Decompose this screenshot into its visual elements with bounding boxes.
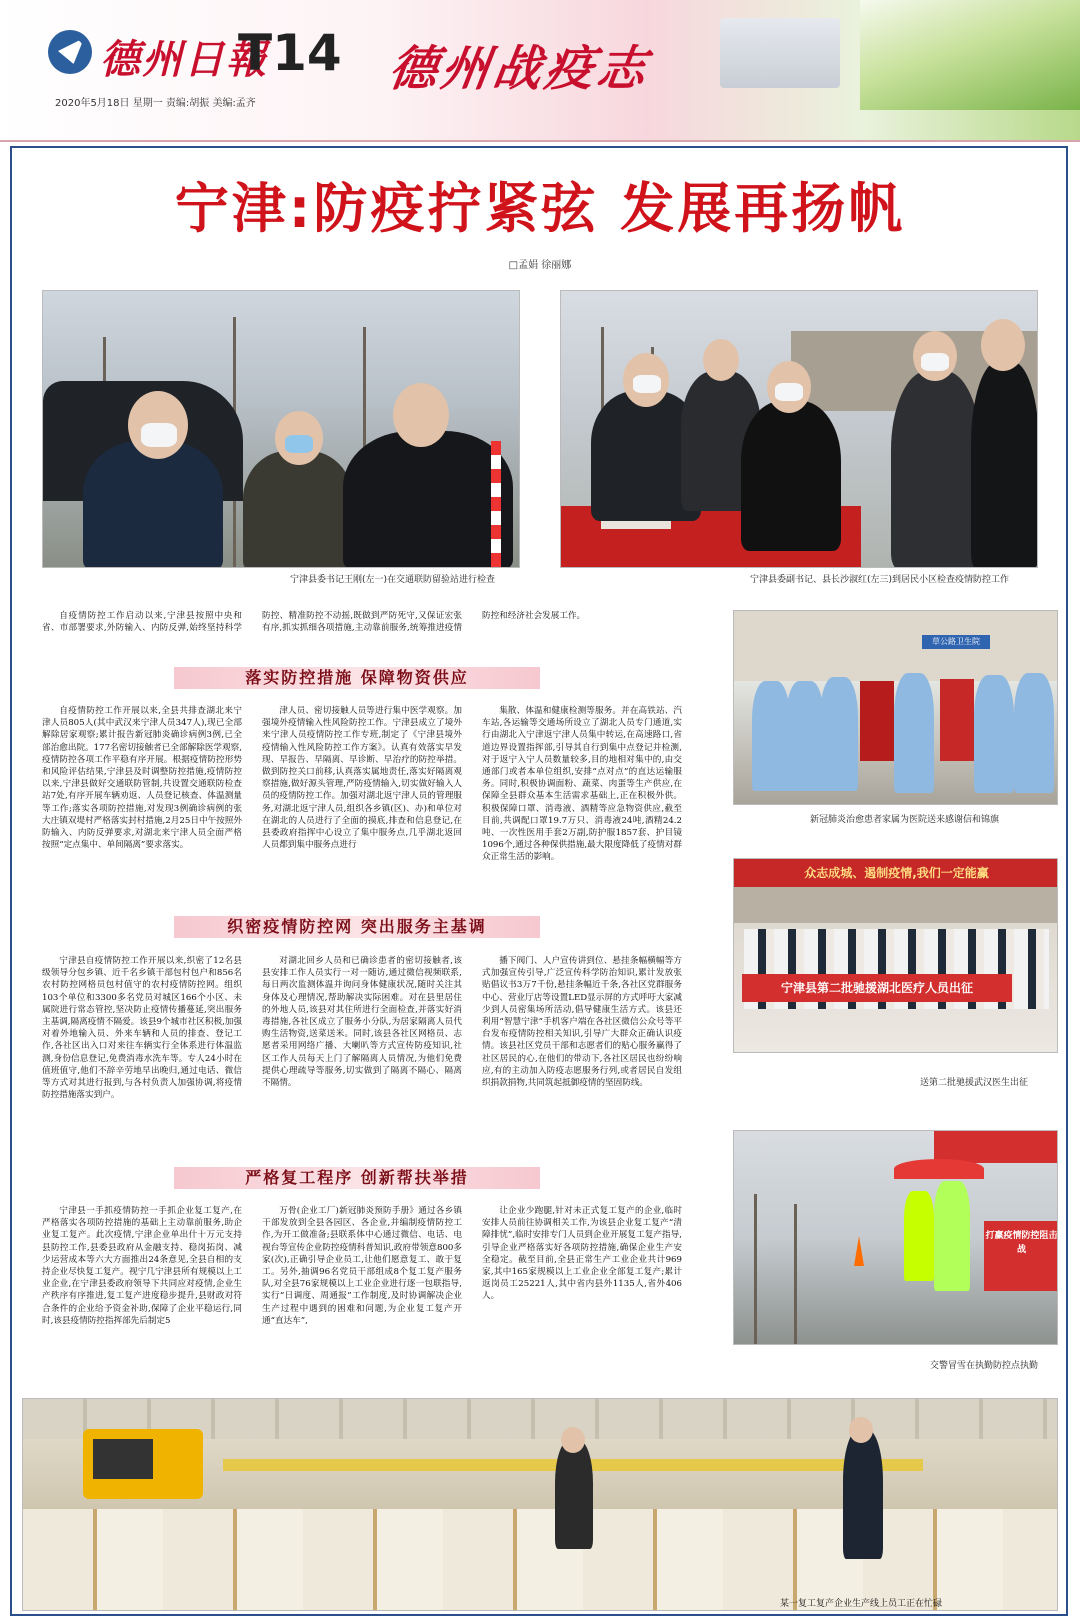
photo-community-caption: 宁津县委副书记、县长沙淑红(左三)到居民小区检查疫情防控工作 bbox=[750, 575, 1010, 585]
section-1-col-1: 自疫情防控工作开展以来,全县共排查湖北来宁津人员805人(其中武汉来宁津人员347人),现已全部解除居家观察;累计报告新冠肺炎确诊病例3例,已全部治愈出院。177名密切接触者已全部解除医学观察,疫情防控各项工作平稳有序开展。根据疫情防控形势和风险评估结果,宁津县及时调整防控措施,疫情防控以来,宁津县做好交通联防管制,共设置交通联防检查站7处,有序开展车辆劝返、人员登记核查、体温测量等工作;落实各项防控措施,对发现3例确诊病例的张大庄镇双堤村严格落实封村措施,2月25日中午按照外防输入、内防反弹要求,对湖北来宁津人员全面严格按照“定点集中、单间隔离”要求落实。 bbox=[42, 706, 242, 851]
header-medical-staff-photo bbox=[720, 18, 840, 88]
section-3-col-3: 让企业少跑腿,针对未正式复工复产的企业,临时安排人员前往协调相关工作,为该县企业复工复产“清障排忧”,临时安排专门人员到企业开展复工复产指导,引导企业严格落实好各项防控措施,确保企业生产安全稳定。截至目前,全县正常生产工业企业共计969家,其中165家规模以上工业企业全部复工复产;累计返岗员工25221人,其中省内县外1135人,省外406人。 bbox=[482, 1206, 682, 1302]
section-title: 德州战疫志 bbox=[385, 41, 654, 97]
building-slogan: 众志成城、遏制疫情,我们一定能赢 bbox=[734, 859, 1058, 887]
date-line: 2020年5月18日 星期一 责编:胡振 美编:孟齐 bbox=[55, 98, 256, 109]
section-2-title: 织密疫情防控网 突出服务主基调 bbox=[174, 916, 540, 938]
article-intro: 自疫情防控工作启动以来,宁津县按照中央和省、市部署要求,外防输入、内防反弹,始终坚持科学防控、精准防控不动摇,既做到严防死守,又保证宏张有序,抓实抓细各项措施,主动靠前服务,统筹推进疫情防控和经济社会发展工作。 bbox=[42, 611, 586, 634]
newspaper-logo-icon bbox=[48, 30, 92, 74]
photo-recovered-caption: 新冠肺炎治愈患者家属为医院送来感谢信和锦旗 bbox=[810, 815, 1000, 825]
photo-checkpoint-inspection bbox=[42, 290, 520, 568]
section-3-title: 严格复工程序 创新帮扶举措 bbox=[174, 1167, 540, 1189]
article-byline: □孟娟 徐丽娜 bbox=[508, 260, 572, 271]
photo-traffic-police-snow bbox=[733, 1130, 1058, 1345]
section-1-col-3: 集散、体温和健康检测等服务。并在高铁站、汽车站,各运输等交通场所设立了湖北人员专门通道,实行由湖北入宁津返宁津人员集中转运,在高速路口,省道边界设置指挥部,引导其自行到集中点登记并检测,对于返宁入宁人员数量较多,目的地相对集中的,由交通部门或者本单位组织,安排“点对点”的直达运输服务。同时,积极协调面粉、蔬菜、肉蛋等生产供应,在保障全县群众基本生活需求基础上,正在积极外供。积极保障口罩、消毒液、酒精等应急物资供应,截至目前,共调配口罩19.7万只、消毒液24吨,酒精24.2吨、一次性医用手套2万副,防护服1857套、护目镜1096个,通过各种保供措施,最大限度降低了疫情对群众正常生活的影响。 bbox=[482, 706, 682, 863]
photo-team-caption: 送第二批驰援武汉医生出征 bbox=[920, 1078, 1029, 1088]
photo-medical-team-departure bbox=[733, 858, 1058, 1053]
photo-community-inspection bbox=[560, 290, 1038, 568]
departure-banner: 宁津县第二批驰援湖北医疗人员出征 bbox=[742, 974, 1012, 1002]
photo-police-caption: 交警冒雪在执勤防控点执勤 bbox=[930, 1361, 1039, 1371]
photo-factory-caption: 某一复工复产企业生产线上员工正在忙碌 bbox=[780, 1599, 943, 1609]
page-number: T14 bbox=[238, 24, 342, 82]
photo-recovered-patient-thanks bbox=[733, 610, 1058, 805]
checkpoint-banner: 打赢疫情防控阻击战 bbox=[984, 1221, 1058, 1291]
section-2-col-2: 对湖北回乡人员和已确诊患者的密切接触者,该县安排工作人员实行一对一随访,通过微信视频联系,每日两次监测体温并询问身体健康状况,随时关注其身体及心理情况,帮助解决实际困难。对在县里居住的外地人员,该县对其住所进行全面检查,并落实好消毒措施,各社区成立了服务小分队,为居家隔离人员代购生活物资,送菜送米。同时,该县各社区网格员、志愿者采用网络广播、大喇叭等方式宣传防疫知识,社区工作人员每天上门了解隔离人员情况,为他们免费提供心理疏导等服务,切实做到了隔离不隔心、隔离不隔情。 bbox=[262, 956, 462, 1089]
article-headline: 宁津:防疫拧紧弦 发展再扬帆 bbox=[174, 177, 906, 240]
clinic-sign: 草公路卫生院 bbox=[922, 635, 990, 649]
photo-checkpoint-caption: 宁津县委书记王刚(左一)在交通联防留验站进行检查 bbox=[290, 575, 496, 585]
section-2-col-3: 播下阀门、人户宣传讲到位、悬挂条幅横幅等方式加强宣传引导,广泛宣传科学防治知识,累计发放张贴倡议书3万7千份,悬挂条幅近千条,各社区党群服务中心、营业厅店等设置LED显示屏的方式呼吁大家减少到人员密集场所活动,倡导健康生活方式。该县还利用“智慧宁津”手机客户端在各社区微信公众号等平台发布疫情防控相关知识,引导广大群众正确认识疫情。该县社区党员干部和志愿者们的贴心服务赢得了社区居民的心,在他们的带动下,各社区居民也纷纷响应,有的主动加入防疫志愿服务行列,或者居民自发组织捐款捐物,共同筑起抵御疫情的坚固防线。 bbox=[482, 956, 682, 1089]
section-1-col-2: 津人员、密切接触人员等进行集中医学观察。加强境外疫情输入性风险防控工作。宁津县成立了境外来宁津人员疫情防控工作专班,制定了《宁津县境外疫情输入性风险防控工作方案》。认真有效落实早发现、早报告、早隔离、早诊断、早治疗的防控举措。做到防控关口前移,认真落实属地责任,落实好隔离观察措施,做好源头管理,严防疫情输入,切实做好输入人员的疫情防控工作。加强对湖北返宁津人员的管理服务,对湖北返宁津人员,组织各乡镇(区)、办)和单位对在湖北的人员进行了全面的摸底,排查和信息登记,在县委政府指挥中心设立了集中服务点,几乎湖北返回人员都到集中服务点进行 bbox=[262, 706, 462, 851]
section-2-col-1: 宁津县自疫情防控工作开展以来,织密了12名县级领导分包乡镇、近千名乡镇干部包村包户和856名农村防控网格员包村值守的农村疫情防控网。组织103个单位和3300多名党员对城区166个小区、未属院进行常态管控,坚决防止疫情传播蔓延,突出服务主基调,隔离疫情不隔爱。该县9个城市社区积极,加强对着外地输入员、外来车辆和人员的排查、登记工作,各社区出入口对来往车辆实行全体系进行体温监测,身份信息登记,免费消毒水洗车等。专人24小时在值班值守,他们不辞辛劳地早出晚归,通过电话、微信等方式对其进行报到,与各村负责人加强协调,将疫情防控措施落实到户。 bbox=[42, 956, 242, 1101]
farmland-photo bbox=[860, 0, 1080, 110]
newspaper-logo: 德州日報 bbox=[100, 36, 268, 83]
section-3-col-2: 万骨(企业工厂)新冠肺炎预防手册》通过各乡镇干部发放到全县各园区、各企业,并编制疫情防控工作,为开工做准备;县联系体中心通过微信、电话、电视台等宣传企业防控疫情科普知识,政府带领意800多家(次),正确引导企业员工,让他们愿意复工、敢于复工。另外,抽调96名党员干部组成8个复工复产服务队,对全县76家规模以上工业企业进行逐一包联指导,实行“日调度、周通报”工作制度,及时协调解决企业生产过程中遇到的困难和问题,为企业复工复产开通“直达车”, bbox=[262, 1206, 462, 1326]
photo-factory-production bbox=[22, 1398, 1058, 1611]
masthead bbox=[0, 0, 1080, 142]
section-1-title: 落实防控措施 保障物资供应 bbox=[174, 667, 540, 689]
section-3-col-1: 宁津县一手抓疫情防控一手抓企业复工复产,在严格落实各项防控措施的基础上主动靠前服务,助企业复工复产。此次疫情,宁津企业单出什十万元支持县防控工作,县委县政府从金融支持、稳岗拓岗、减少运营成本等六大方面推出24条意见,全县自相的支持企业尽快复工复产。视宁几宁津县所有规模以上工业企业,在宁津县委政府领导下共同应对疫情,企业生产秩序有序推进,复工复产进度稳步提升,县财政对符合条件的企业给予资金补助,保障了企业平稳运行,同时,该县疫情防控指挥部先后制定5 bbox=[42, 1206, 242, 1326]
